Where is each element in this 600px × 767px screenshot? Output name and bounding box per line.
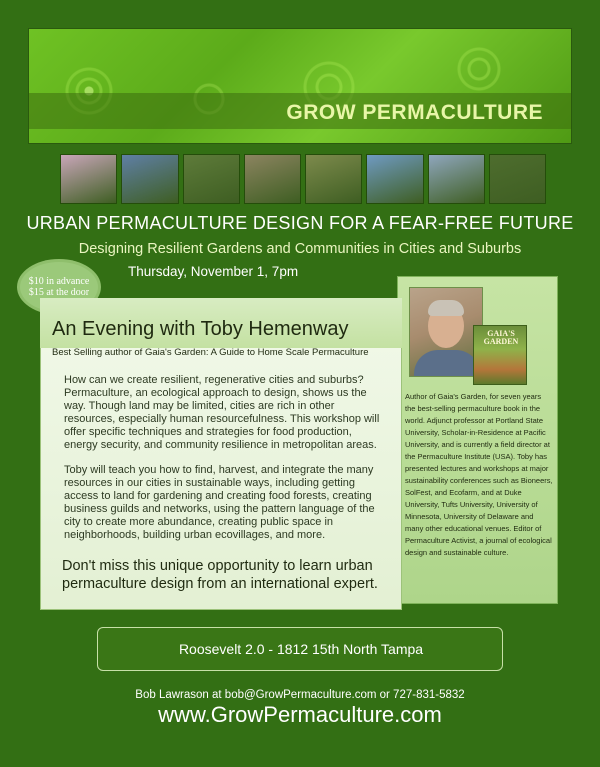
photo-strip	[60, 154, 546, 204]
goats-photo	[244, 154, 301, 204]
banner-title: GROW PERMACULTURE	[286, 101, 543, 124]
contact-line: Bob Lawrason at bob@GrowPermaculture.com or 727-831-5832	[135, 689, 465, 701]
speaker-byline: Best Selling author of Gaia's Garden: A Guide to Home Scale Permaculture	[52, 347, 369, 358]
vegetable-beds-photo	[489, 154, 546, 204]
venue-box	[97, 627, 503, 671]
speaker-portrait	[409, 287, 483, 377]
garden-photo	[183, 154, 240, 204]
price-advance: $10 in advance	[28, 276, 90, 287]
portrait-shirt	[414, 350, 480, 377]
book-cover	[473, 325, 527, 385]
price-door: $15 at the door	[28, 287, 90, 298]
event-date: Thursday, November 1, 7pm	[128, 264, 299, 279]
event-headline: URBAN PERMACULTURE DESIGN FOR A FEAR-FREE FUTURE	[26, 213, 574, 233]
forest-path-photo	[305, 154, 362, 204]
call-to-action: Don't miss this unique opportunity to learn urban permaculture design from an international expert.	[62, 558, 378, 592]
farmer-photo	[366, 154, 423, 204]
description-paragraph-2: Toby will teach you how to find, harvest, and integrate the many resources in our cities in sustainable ways, including getting access to land for gardening and creating food forests, creating business guilds and networks, using the pattern language of the city to create more abundance, creating public space in neighborhoods, building urban ecovillages, and more.	[64, 464, 375, 541]
portrait-hair	[428, 300, 464, 316]
book-cover-title: GAIA'S GARDEN	[483, 329, 519, 346]
blue-flowers-photo	[121, 154, 178, 204]
speaker-bio: Author of Gaia's Garden, for seven years the best-selling permaculture book in the world. Adjunct professor at Portland State University, Scholar-in-Residence at Pacific University, and is currently a field director at the Permaculture Institute (USA). Toby has presented lectures and workshops at major sustainability conferences such as Bioneers, SolFest, and Ecofarm, and at Duke University, Tufts University, University of Minnesota, University of Delaware and many other educational venues. Editor of Permaculture Activist, a journal of ecological design and sustainable culture.	[405, 392, 553, 557]
rooftop-garden-photo	[428, 154, 485, 204]
event-subheadline: Designing Resilient Gardens and Communities in Cities and Suburbs	[78, 241, 522, 257]
lotus-photo	[60, 154, 117, 204]
website-link[interactable]: www.GrowPermaculture.com	[158, 702, 442, 727]
speaker-title: An Evening with Toby Hemenway	[52, 318, 349, 340]
venue-address: Roosevelt 2.0 - 1812 15th North Tampa	[178, 641, 424, 657]
header-banner	[28, 28, 572, 144]
description-paragraph-1: How can we create resilient, regenerative cities and suburbs? Permaculture, an ecological approach to design, shows us the way. Though land may be limited, cities are rich in other resources, especially human resourcefulness. This workshop will offer specific techniques and strategies for food production, energy security, and community resilience in metropolitan areas.	[64, 374, 380, 451]
